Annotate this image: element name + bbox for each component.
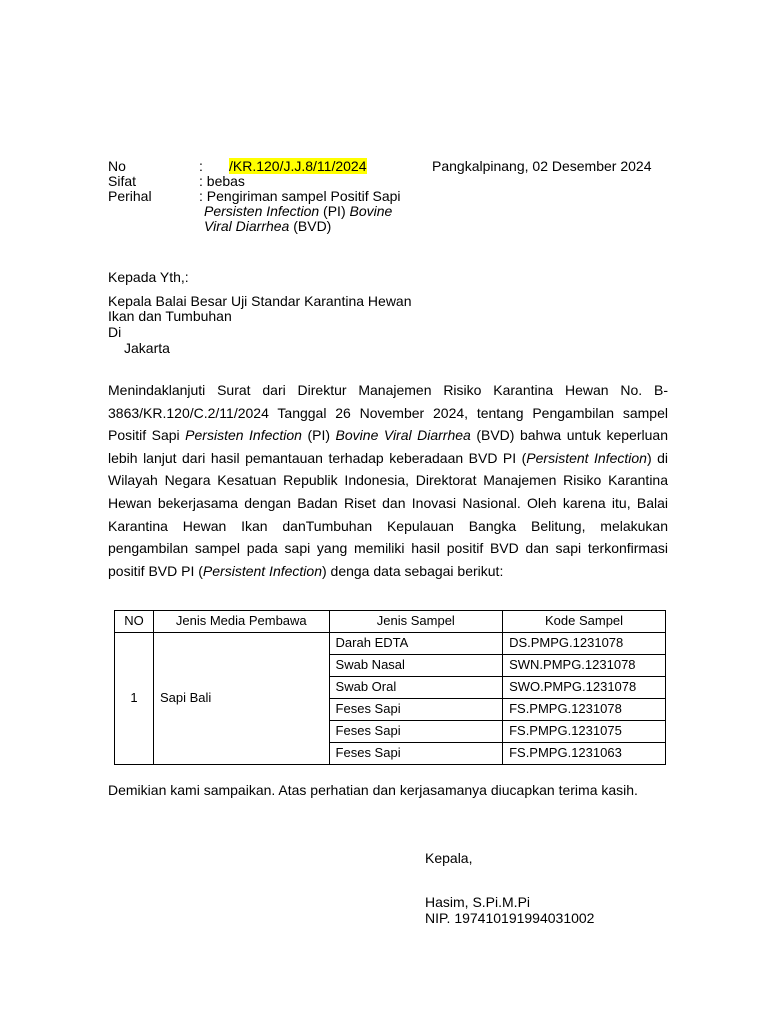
cell-no: 1: [115, 633, 154, 765]
cell-kode: SWO.PMPG.1231078: [503, 677, 666, 699]
table-header-row: [115, 611, 666, 633]
col-header-media: Jenis Media Pembawa: [153, 611, 329, 633]
perihal-line-1: : Pengiriman sampel Positif Sapi: [199, 188, 401, 204]
perihal-line-2: Persisten Infection (PI) Bovine: [204, 203, 393, 219]
recipient-city: Jakarta: [124, 340, 170, 356]
sifat-value: : bebas: [199, 173, 245, 189]
cell-kode: FS.PMPG.1231075: [503, 721, 666, 743]
col-header-no: NO: [115, 611, 154, 633]
cell-kode: DS.PMPG.1231078: [503, 633, 666, 655]
cell-kode: SWN.PMPG.1231078: [503, 655, 666, 677]
perihal-label: Perihal: [108, 188, 152, 204]
col-header-sampel: Jenis Sampel: [329, 611, 503, 633]
cell-sampel: Feses Sapi: [329, 743, 503, 765]
salutation: Kepada Yth,:: [108, 269, 189, 285]
signatory-title: Kepala,: [425, 850, 473, 866]
recipient-line-3: Di: [108, 324, 122, 340]
cell-sampel: Feses Sapi: [329, 721, 503, 743]
cell-sampel: Feses Sapi: [329, 699, 503, 721]
body-paragraph: Menindaklanjuti Surat dari Direktur Manajemen Risiko Karantina Hewan No. B-3863/KR.120/C.2/11/2024 Tanggal 26 November 2024, tentang Pengambilan sampel Positif Sapi Persisten Infection (PI) Bovine Viral Diarrhea (BVD) bahwa untuk keperluan lebih lanjut dari hasil pemantauan terhadap keberadaan BVD PI (Persistent Infection) di Wilayah Negara Kesatuan Republik Indonesia, Direktorat Manajemen Risiko Karantina Hewan bekerjasama dengan Badan Riset dan Inovasi Nasional. Oleh karena itu, Balai Karantina Hewan Ikan danTumbuhan Kepulauan Bangka Belitung, melakukan pengambilan sampel pada sapi yang memiliki hasil positif BVD dan sapi terkonfirmasi positif BVD PI (Persistent Infection) denga data sebagai berikut:: [108, 382, 669, 579]
cell-sampel: Swab Oral: [329, 677, 503, 699]
recipient-line-2: Ikan dan Tumbuhan: [108, 308, 232, 324]
table-row: [115, 633, 666, 655]
letter-number: /KR.120/J.J.8/11/2024: [229, 158, 367, 174]
signatory-nip: NIP. 197410191994031002: [425, 910, 595, 926]
cell-sampel: Swab Nasal: [329, 655, 503, 677]
no-colon: :: [199, 158, 203, 174]
no-label: No: [108, 158, 126, 174]
col-header-kode: Kode Sampel: [503, 611, 666, 633]
sample-table: [114, 610, 666, 765]
cell-kode: FS.PMPG.1231063: [503, 743, 666, 765]
place-date: Pangkalpinang, 02 Desember 2024: [432, 158, 652, 174]
cell-media: Sapi Bali: [153, 633, 329, 765]
recipient-line-1: Kepala Balai Besar Uji Standar Karantina Hewan: [108, 293, 412, 309]
signatory-name: Hasim, S.Pi.M.Pi: [425, 894, 531, 910]
closing-paragraph: Demikian kami sampaikan. Atas perhatian dan kerjasamanya diucapkan terima kasih.: [108, 782, 638, 798]
perihal-line-3: Viral Diarrhea (BVD): [204, 218, 332, 234]
cell-kode: FS.PMPG.1231078: [503, 699, 666, 721]
cell-sampel: Darah EDTA: [329, 633, 503, 655]
sifat-label: Sifat: [108, 173, 137, 189]
